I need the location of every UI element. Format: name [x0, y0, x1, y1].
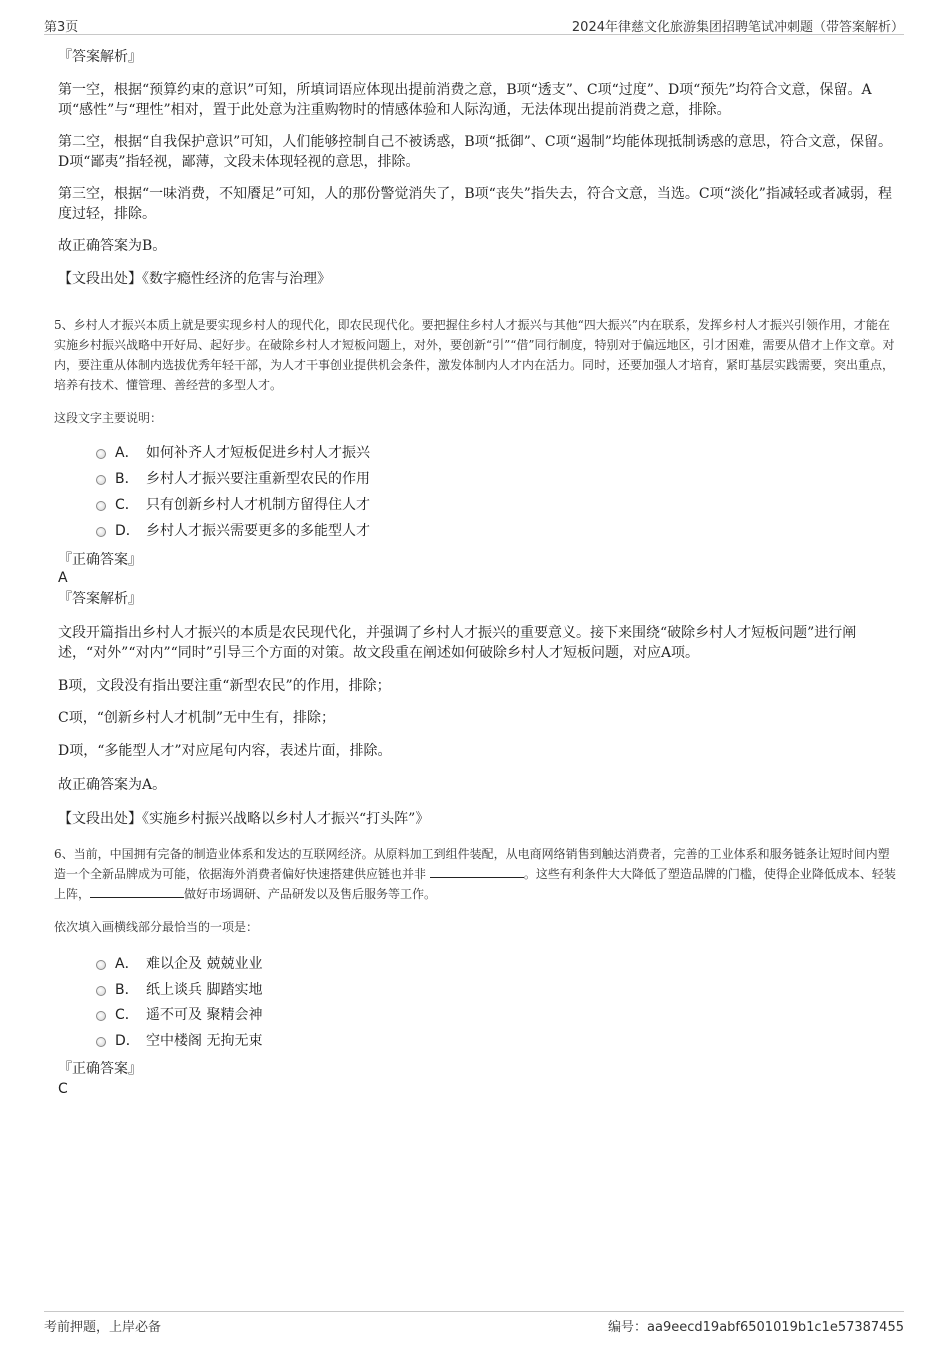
radio-button-icon[interactable] [96, 501, 106, 511]
option-letter: A． [115, 956, 139, 972]
option-text: 空中楼阁 无拘无束 [146, 1033, 263, 1049]
option-text: 乡村人才振兴需要更多的多能型人才 [146, 523, 370, 539]
page-header [44, 14, 904, 35]
q6-stem-part-3: 做好市场调研、产品研发以及售后服务等工作。 [184, 887, 437, 901]
option-text: 遥不可及 聚精会神 [146, 1007, 263, 1023]
q5-analysis-paragraph-4: D项，“多能型人才”对应尾句内容，表述片面，排除。 [58, 743, 392, 759]
q4-analysis-paragraph-2: 第二空，根据“自我保护意识”可知，人们能够控制自己不被诱惑，B项“抵御”、C项“遏制”均能体现抵制诱惑的意思，符合文意，保留。D项“鄙夷”指轻视，鄙薄，文段未体现轻视的意思，排除。 [58, 134, 892, 170]
fill-blank-2 [90, 885, 184, 898]
q6-stem [54, 844, 896, 904]
q5-stem: 5、乡村人才振兴本质上就是要实现乡村人的现代化，即农民现代化。要把握住乡村人才振兴与其他“四大振兴”内在联系，发挥乡村人才振兴引领作用，才能在实施乡村振兴战略中开好局、起好步。在破除乡村人才短板问题上，对外，要创新“引”“借”同行制度，特别对于偏远地区，引才困难，需要从借才上作文章。对内，要注重从体制内选拔优秀年轻干部，为人才干事创业提供机会条件，激发体制内人才内在活力。同时，还要加强人才培育，紧盯基层实践需要，突出重点，培养有技术、懂管理、善经营的多型人才。 [54, 318, 895, 392]
page-footer [44, 1311, 904, 1334]
q6-answer: C [58, 1081, 68, 1097]
q5-answer-heading: 『正确答案』 [58, 552, 142, 568]
option-letter: B． [115, 471, 139, 487]
q5-source: 【文段出处】《实施乡村振兴战略以乡村人才振兴“打头阵”》 [58, 811, 430, 827]
radio-button-icon[interactable] [96, 960, 106, 970]
option-text: 乡村人才振兴要注重新型农民的作用 [146, 471, 370, 487]
fill-blank-1 [430, 865, 524, 878]
q5-analysis-paragraph-2: B项，文段没有指出要注重“新型农民”的作用，排除； [58, 678, 391, 694]
option-text: 如何补齐人才短板促进乡村人才振兴 [146, 445, 370, 461]
option-letter: B． [115, 982, 139, 998]
q6-answer-heading: 『正确答案』 [58, 1061, 142, 1077]
q4-analysis-paragraph-1: 第一空，根据“预算约束的意识”可知，所填词语应体现出提前消费之意，B项“透支”、C项“过度”、D项“预先”均符合文意，保留。A项“感性”与“理性”相对，置于此处意为注重购物时的情感体验和人际沟通，无法体现出提前消费之意，排除。 [58, 82, 872, 118]
q4-analysis-paragraph-3: 第三空，根据“一味消费，不知餍足”可知，人的那份警觉消失了，B项“丧失”指失去，符合文意，当选。C项“淡化”指减轻或者减弱，程度过轻，排除。 [58, 186, 892, 222]
q5-analysis-paragraph-3: C项，“创新乡村人才机制”无中生有，排除； [58, 710, 336, 726]
option-text: 难以企及 兢兢业业 [146, 956, 263, 972]
q5-prompt: 这段文字主要说明： [54, 411, 163, 425]
q4-analysis-heading: 『答案解析』 [58, 49, 142, 65]
q6-stem-part-2: 。这些有利条件大大降低了塑造品牌的门槛，使得企业降低成本、轻装上阵， [54, 867, 896, 901]
radio-button-icon[interactable] [96, 449, 106, 459]
option-text: 纸上谈兵 脚踏实地 [146, 982, 263, 998]
q5-answer: A [58, 570, 68, 586]
footer-slogan: 考前押题，上岸必备 [44, 1320, 162, 1335]
document-title: 2024年律慈文化旅游集团招聘笔试冲刺题（带答案解析） [571, 20, 904, 35]
q4-source: 【文段出处】《数字瘾性经济的危害与治理》 [58, 271, 331, 287]
radio-button-icon[interactable] [96, 475, 106, 485]
document-id: 编号：aa9eecd19abf6501019b1c1e57387455 [608, 1320, 904, 1335]
q6-stem-part-1: 6、当前，中国拥有完备的制造业体系和发达的互联网经济。从原料加工到组件装配，从电商网络销售到触达消费者，完善的工业体系和服务链条让短时间内塑造一个全新品牌成为可能，依据海外消费者偏好快速搭建供应链也并非 [54, 847, 890, 881]
q5-analysis-heading: 『答案解析』 [58, 591, 142, 607]
option-letter: C． [115, 1007, 139, 1023]
option-letter: D． [115, 1033, 140, 1049]
radio-button-icon[interactable] [96, 1011, 106, 1021]
option-text: 只有创新乡村人才机制方留得住人才 [146, 497, 370, 513]
page-number: 第3页 [44, 20, 79, 35]
q5-final-answer: 故正确答案为A。 [58, 777, 167, 793]
q4-final-answer: 故正确答案为B。 [58, 238, 167, 254]
q6-prompt: 依次填入画横线部分最恰当的一项是： [54, 920, 259, 934]
option-letter: D． [115, 523, 140, 539]
radio-button-icon[interactable] [96, 986, 106, 996]
radio-button-icon[interactable] [96, 1037, 106, 1047]
q5-analysis-paragraph-1: 文段开篇指出乡村人才振兴的本质是农民现代化，并强调了乡村人才振兴的重要意义。接下来围绕“破除乡村人才短板问题”进行阐述，“对外”“对内”“同时”引导三个方面的对策。故文段重在阐述如何破除乡村人才短板问题，对应A项。 [58, 625, 857, 661]
radio-button-icon[interactable] [96, 527, 106, 537]
option-letter: C． [115, 497, 139, 513]
option-letter: A． [115, 445, 139, 461]
